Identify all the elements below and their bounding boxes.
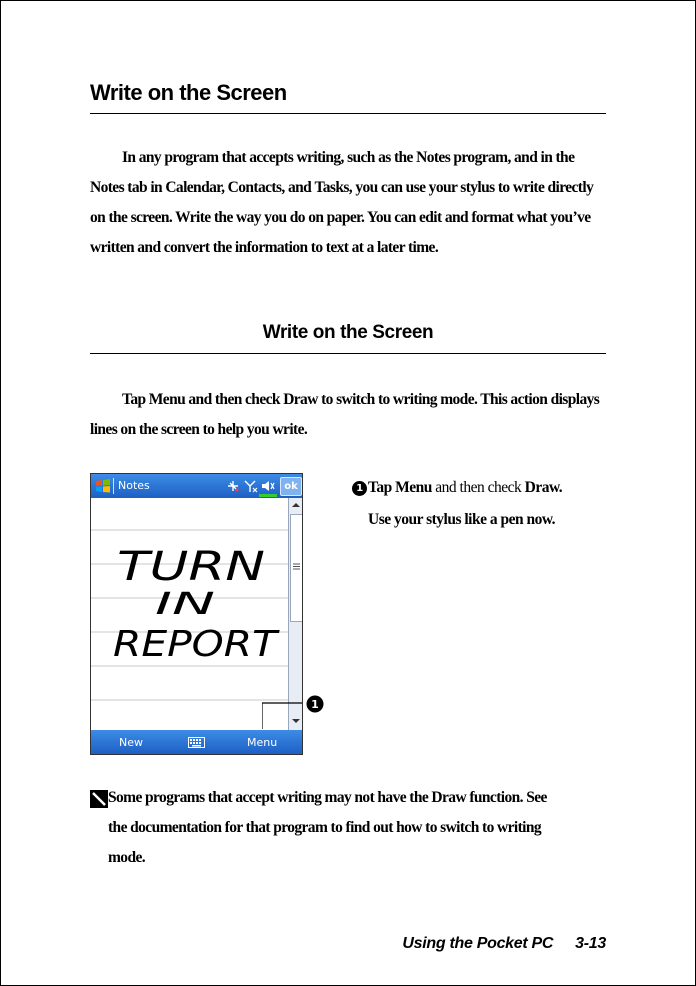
intro-paragraph <box>90 143 610 263</box>
intro-text-3: tab in <box>124 179 166 196</box>
device-menubar <box>91 730 302 754</box>
note-pencil-icon <box>90 790 108 808</box>
intro-text-1: In any program that accepts writing, such as the <box>122 149 417 166</box>
app-title: Notes <box>118 479 150 492</box>
grip-icon <box>293 563 300 570</box>
scroll-up-arrow-icon[interactable] <box>289 498 303 512</box>
handwriting-line-1: TURN <box>117 544 265 590</box>
callout-t1: Tap <box>368 479 396 496</box>
handwriting-line-3: REPORT <box>113 624 281 665</box>
handwriting-line-2: IN <box>155 587 215 622</box>
windows-start-icon[interactable] <box>95 478 111 494</box>
note-line-3: mode. <box>108 849 146 866</box>
callout-bold-draw: Draw. <box>524 479 563 496</box>
intro-bold-tasks: Tasks, <box>314 179 353 196</box>
instr-bold-draw: Draw <box>283 391 318 408</box>
note-t2: function. See <box>466 789 547 806</box>
subsection-title: Write on the Screen <box>262 322 434 343</box>
note-line-2: the documentation for that program to find out how to switch to writing <box>108 819 542 836</box>
intro-text-5: you can use your stylus to write directly on the screen. Write the way you do on paper. You can edit and format what you’ve written and convert the information to text at a later time. <box>90 179 594 256</box>
callout-text-line-2: Use your stylus like a pen now. <box>368 511 556 528</box>
titlebar-separator <box>113 478 114 494</box>
keyboard-icon[interactable] <box>188 737 205 748</box>
writing-area[interactable] <box>91 498 288 728</box>
instr-bold-menu: Menu <box>148 391 186 408</box>
intro-bold-notes-tab: Notes <box>90 179 125 196</box>
connectivity-icon[interactable] <box>226 479 240 493</box>
instr-text-2: and then check <box>185 391 284 408</box>
intro-bold-notes: Notes <box>416 149 451 166</box>
menu-softkey[interactable]: Menu <box>247 736 278 749</box>
instruction-paragraph <box>90 385 610 445</box>
intro-text-2: program, and in the <box>450 149 575 166</box>
callout-marker-number: 1 <box>311 698 319 711</box>
footer-page-number: 3-13 <box>575 935 606 952</box>
ok-button[interactable]: ok <box>280 477 302 496</box>
callout-marker-1 <box>306 695 324 713</box>
callout-leader-line <box>262 702 310 730</box>
signal-icon[interactable] <box>244 479 258 493</box>
volume-muted-icon[interactable] <box>261 479 275 493</box>
callout-circle-icon <box>306 695 324 713</box>
new-softkey[interactable]: New <box>119 736 143 749</box>
note-bold-draw: Draw <box>431 789 467 806</box>
subsection-rule <box>90 353 606 354</box>
battery-bar-icon <box>259 494 277 497</box>
intro-text-4: and <box>284 179 315 196</box>
callout-bold-menu: Menu <box>395 479 432 496</box>
callout-number-badge: 1 <box>352 481 367 496</box>
title-rule <box>90 113 606 114</box>
section-title: Write on the Screen <box>90 80 287 105</box>
footer-chapter: Using the Pocket PC <box>402 935 554 952</box>
page-footer <box>300 935 606 953</box>
device-titlebar <box>91 474 302 498</box>
callout-text-line-1 <box>352 479 562 497</box>
scroll-thumb[interactable] <box>290 514 303 622</box>
instr-text-1: Tap <box>122 391 149 408</box>
note-paragraph <box>108 783 608 873</box>
instr-text-3: to switch to writing mode. This action displays lines on the screen to help you write. <box>90 391 600 438</box>
intro-bold-programs: Calendar, Contacts, <box>165 179 285 196</box>
callout-t2: and then check <box>431 479 525 496</box>
note-t1: Some programs that accept writing may not have the <box>108 789 432 806</box>
scrollbar[interactable] <box>288 498 303 730</box>
